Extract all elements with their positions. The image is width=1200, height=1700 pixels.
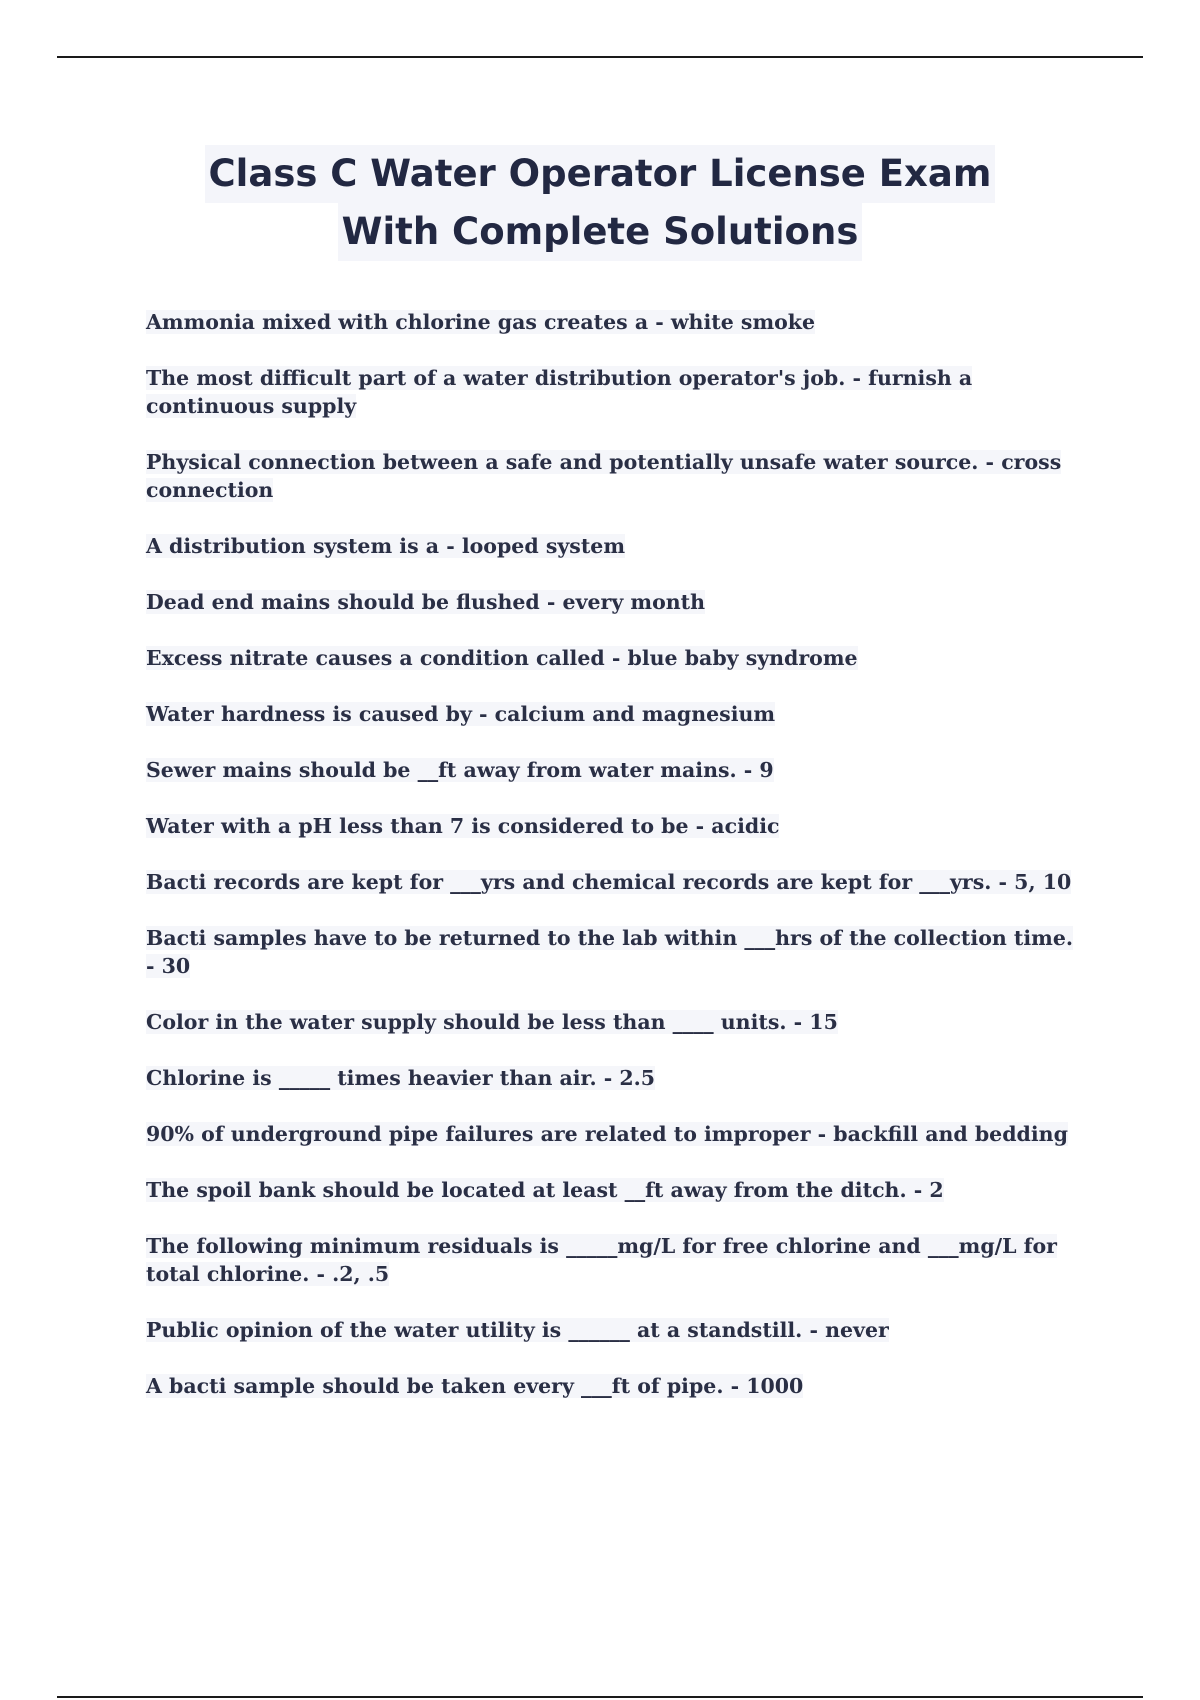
title-line-2: With Complete Solutions [338,203,863,261]
qa-item: A distribution system is a - looped system [146,534,626,558]
qa-item: Public opinion of the water utility is ______ at a standstill. - never [146,1318,889,1342]
qa-item: Ammonia mixed with chlorine gas creates a - white smoke [146,310,816,334]
qa-item: Bacti records are kept for ___yrs and chemical records are kept for ___yrs. - 5, 10 [146,870,1072,894]
qa-item: Color in the water supply should be less than ____ units. - 15 [146,1010,838,1034]
qa-item: A bacti sample should be taken every ___ft of pipe. - 1000 [146,1374,804,1398]
qa-item: Excess nitrate causes a condition called - blue baby syndrome [146,646,858,670]
qa-item: Dead end mains should be flushed - every month [146,590,706,614]
qa-item: The following minimum residuals is _____mg/L for free chlorine and ___mg/L for total chlorine. - .2, .5 [146,1234,1057,1286]
title-line-1: Class C Water Operator License Exam [205,145,996,203]
qa-item: Sewer mains should be __ft away from water mains. - 9 [146,758,774,782]
qa-item: Bacti samples have to be returned to the lab within ___hrs of the collection time. - 30 [146,926,1074,978]
question-answer-list [146,308,1076,1428]
qa-item: Chlorine is _____ times heavier than air. - 2.5 [146,1066,656,1090]
qa-item: Water with a pH less than 7 is considered to be - acidic [146,814,780,838]
qa-item: Physical connection between a safe and potentially unsafe water source. - cross connection [146,450,1062,502]
qa-item: The most difficult part of a water distribution operator's job. - furnish a continuous supply [146,366,973,418]
top-divider [57,56,1143,58]
bottom-divider [57,1696,1143,1698]
page-title [0,145,1200,261]
qa-item: Water hardness is caused by - calcium and magnesium [146,702,776,726]
qa-item: The spoil bank should be located at least __ft away from the ditch. - 2 [146,1178,944,1202]
qa-item: 90% of underground pipe failures are related to improper - backfill and bedding [146,1122,1068,1146]
